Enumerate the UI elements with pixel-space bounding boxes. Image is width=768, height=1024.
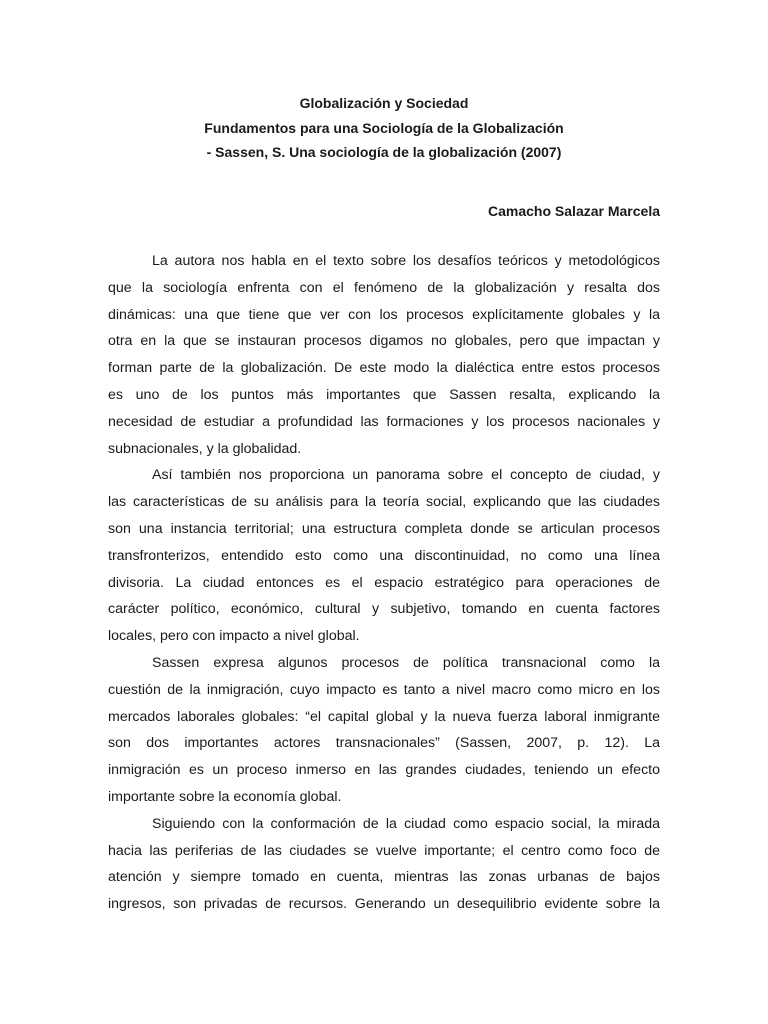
body-paragraph [108, 462, 660, 650]
paragraph-line: otra en la que se instauran procesos digamos no globales, pero que impactan y [108, 333, 660, 350]
body-paragraph [108, 650, 660, 811]
paragraph-line: inmigración es un proceso inmerso en las grandes ciudades, teniendo un efecto [108, 762, 660, 779]
paragraph-line: forman parte de la globalización. De este modo la dialéctica entre estos procesos [108, 360, 660, 377]
document-subtitle: Fundamentos para una Sociología de la Globalización [204, 119, 564, 136]
paragraph-line: importante sobre la economía global. [108, 788, 342, 805]
paragraph-line: son dos importantes actores transnacionales” (Sassen, 2007, p. 12). La [108, 735, 660, 752]
paragraph-line: las características de su análisis para la teoría social, explicando que las ciudades [108, 494, 660, 511]
document-author: Camacho Salazar Marcela [488, 203, 660, 219]
paragraph-line: necesidad de estudiar a profundidad las formaciones y los procesos nacionales y [108, 413, 660, 430]
paragraph-line: Siguiendo con la conformación de la ciudad como espacio social, la mirada [152, 815, 660, 832]
paragraph-line: mercados laborales globales: “el capital global y la nueva fuerza laboral inmigrante [108, 708, 660, 725]
paragraph-line: ingresos, son privadas de recursos. Generando un desequilibrio evidente sobre la [108, 896, 660, 913]
paragraph-line: son una instancia territorial; una estructura completa donde se articulan procesos [108, 520, 660, 537]
paragraph-line: transfronterizos, entendido esto como una discontinuidad, no como una línea [108, 547, 660, 564]
paragraph-line: es uno de los puntos más importantes que Sassen resalta, explicando la [108, 386, 660, 403]
body-paragraph [108, 248, 660, 462]
body-paragraph [108, 811, 660, 918]
paragraph-line: que la sociología enfrenta con el fenómeno de la globalización y resalta dos [108, 279, 660, 296]
paragraph-line: Sassen expresa algunos procesos de política transnacional como la [152, 654, 660, 671]
document-body [108, 248, 660, 918]
paragraph-line: cuestión de la inmigración, cuyo impacto es tanto a nivel macro como micro en los [108, 681, 660, 698]
paragraph-line: locales, pero con impacto a nivel global. [108, 628, 360, 645]
document-source: - Sassen, S. Una sociología de la globalización (2007) [206, 144, 562, 160]
paragraph-line: carácter político, económico, cultural y subjetivo, tomando en cuenta factores [108, 601, 660, 618]
document-header [108, 91, 660, 165]
paragraph-line: hacia las periferias de las ciudades se vuelve importante; el centro como foco de [108, 842, 660, 859]
paragraph-line: divisoria. La ciudad entonces es el espacio estratégico para operaciones de [108, 574, 660, 591]
paragraph-line: dinámicas: una que tiene que ver con los procesos explícitamente globales y la [108, 306, 660, 323]
paragraph-line: atención y siempre tomado en cuenta, mientras las zonas urbanas de bajos [108, 869, 660, 886]
paragraph-line: Así también nos proporciona un panorama sobre el concepto de ciudad, y [152, 467, 660, 484]
paragraph-line: La autora nos habla en el texto sobre los desafíos teóricos y metodológicos [152, 253, 660, 269]
document-title: Globalización y Sociedad [299, 95, 469, 111]
paragraph-line: subnacionales, y la globalidad. [108, 440, 302, 457]
